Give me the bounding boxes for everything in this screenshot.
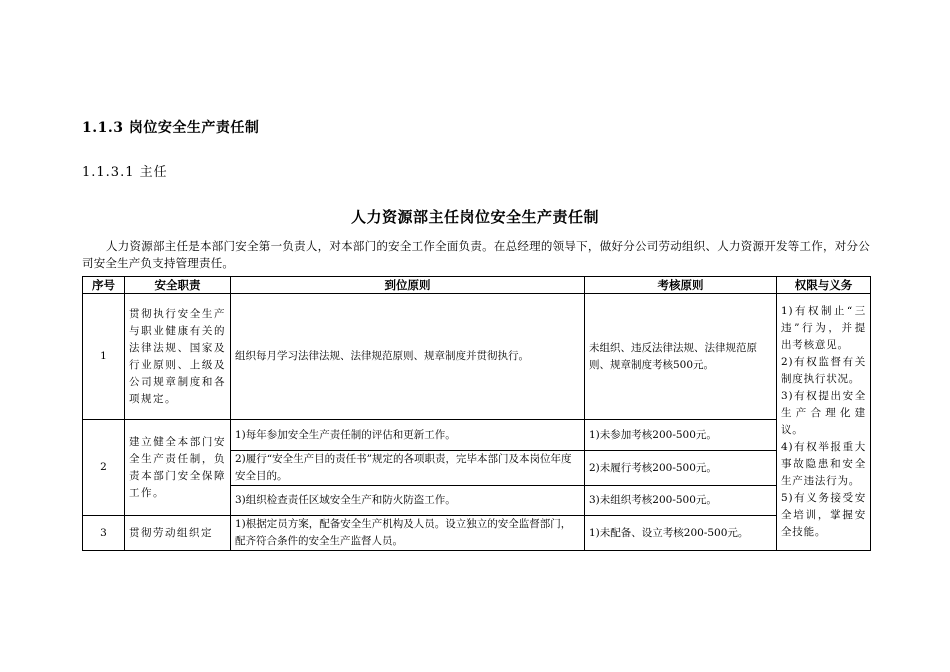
row-number: 3 [83, 516, 125, 551]
duty-cell: 贯彻执行安全生产与职业健康有关的法律法规、国家及行业原则、上级及公司规章制度和各项规定。 [125, 294, 231, 420]
subsection-heading: 1.1.3.1 主任 [82, 165, 168, 180]
document-title: 人力资源部主任岗位安全生产责任制 [350, 208, 599, 226]
row-number: 1 [83, 294, 125, 420]
rights-item: 5)有义务接受安全培训，掌握安全技能。 [781, 492, 866, 538]
standard-cell: 1)每年参加安全生产责任制的评估和更新工作。 [231, 420, 585, 451]
assess-cell: 1)未参加考核200-500元。 [585, 420, 777, 451]
header-num: 序号 [83, 277, 125, 294]
assess-cell: 未组织、违反法律法规、法律规范原则、规章制度考核500元。 [585, 294, 777, 420]
header-standard: 到位原则 [231, 277, 585, 294]
table-header-row [83, 277, 871, 294]
table-row [83, 516, 871, 551]
standard-cell: 3)组织检查责任区域安全生产和防火防盗工作。 [231, 486, 585, 516]
assess-cell: 3)未组织考核200-500元。 [585, 486, 777, 516]
intro-paragraph: 人力资源部主任是本部门安全第一负责人，对本部门的安全工作全面负责。在总经理的领导下，做好分公司劳动组织、人力资源开发等工作，对分公司安全生产负支持管理责任。 [82, 239, 870, 270]
rights-item: 4)有权举报重大事故隐患和安全生产违法行为。 [781, 441, 866, 487]
assess-cell: 1)未配备、设立考核200-500元。 [585, 516, 777, 551]
responsibility-table [82, 276, 871, 551]
rights-cell [777, 294, 871, 551]
table-row [83, 294, 871, 420]
assess-cell: 2)未履行考核200-500元。 [585, 451, 777, 486]
header-rights: 权限与义务 [777, 277, 871, 294]
table-row [83, 420, 871, 451]
duty-cell: 建立健全本部门安全生产责任制，负责本部门安全保障工作。 [125, 420, 231, 516]
rights-item: 2)有权监督有关制度执行状况。 [781, 356, 866, 385]
standard-cell: 1)根据定员方案，配备安全生产机构及人员。设立独立的安全监督部门，配齐符合条件的安全生产监督人员。 [231, 516, 585, 551]
rights-item: 3)有权提出安全生产合理化建议。 [781, 390, 866, 436]
standard-cell: 2)履行“安全生产目的责任书”规定的各项职责，完毕本部门及本岗位年度安全目的。 [231, 451, 585, 486]
header-assess: 考核原则 [585, 277, 777, 294]
header-duty: 安全职责 [125, 277, 231, 294]
duty-cell: 贯彻劳动组织定 [125, 516, 231, 551]
standard-cell: 组织每月学习法律法规、法律规范原则、规章制度并贯彻执行。 [231, 294, 585, 420]
rights-item: 1)有权制止“三违”行为，并提出考核意见。 [781, 305, 866, 351]
row-number: 2 [83, 420, 125, 516]
section-heading: 1.1.3 岗位安全生产责任制 [82, 120, 260, 136]
